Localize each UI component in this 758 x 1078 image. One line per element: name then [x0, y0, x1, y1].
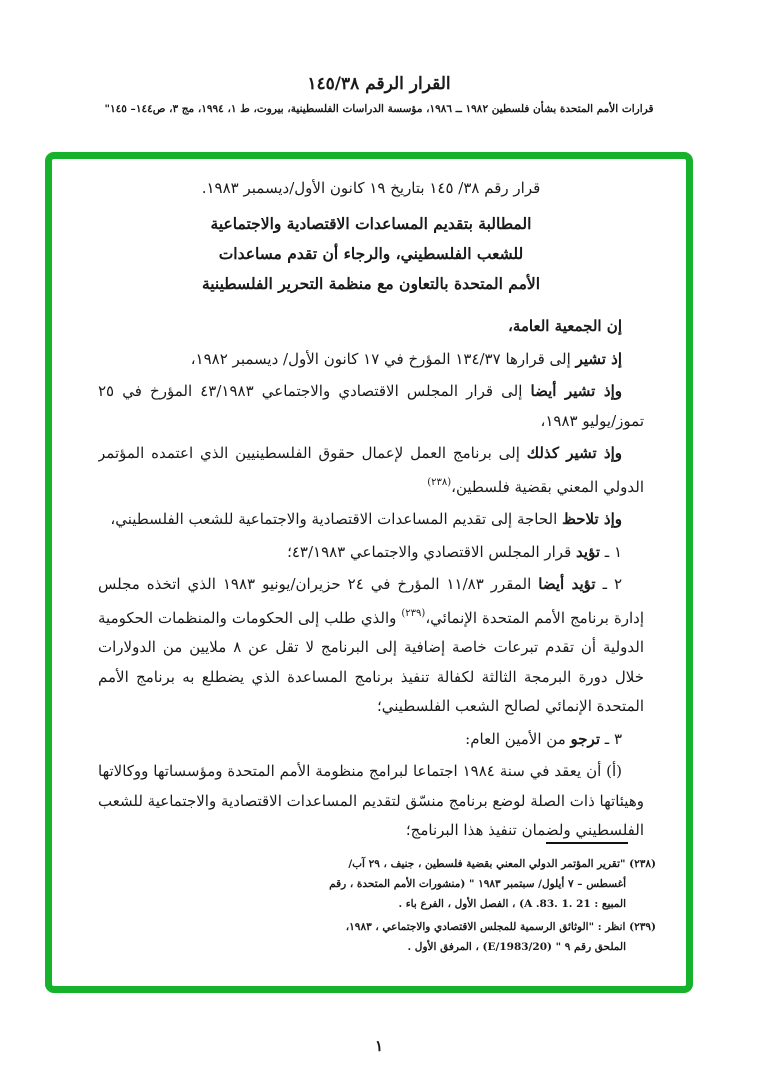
resolution-body [98, 177, 644, 842]
resolution-heading [98, 209, 644, 299]
paragraph-preamble-1: إن الجمعية العامة، [508, 317, 622, 335]
resolution-frame [45, 152, 693, 993]
paragraph-preamble-2: إذ تشير إلى قرارها ١٣٤/٣٧ المؤرخ في ١٧ كانون الأول/ ديسمبر ١٩٨٢، [190, 349, 622, 368]
footnotes-section [88, 842, 656, 960]
page-header [0, 74, 758, 115]
footnote-separator-rule [546, 842, 628, 844]
paragraph-operative-3a: (أ) أن يعقد في سنة ١٩٨٤ اجتماعا لبرامج منظومة الأمم المتحدة ومؤسساتها ووكالاتها وهيئاتها ذات الصلة لوضع برنامج منسّق لتقديم المساعدات الاقتصادية والاجتماعية للشعب الفلسطيني ولضمان تنفيذ هذا البرنامج؛ [98, 762, 644, 839]
footnote-marker: (٢٣٨) [629, 858, 656, 870]
heading-line: للشعب الفلسطيني، والرجاء أن تقدم مساعدات [218, 244, 524, 263]
paragraph-preamble-5: وإذ تلاحظ الحاجة إلى تقديم المساعدات الاقتصادية والاجتماعية للشعب الفلسطيني، [110, 510, 622, 528]
paragraph-preamble-4: وإذ تشير كذلك إلى برنامج العمل لإعمال حقوق الفلسطينيين الذي اعتمده المؤتمر الدولي المعني بقضية فلسطين،$^{(٢٣٨)}$ [98, 444, 644, 496]
footnote-reference-239: (٢٣٩) [401, 607, 426, 619]
page-number: ١ [374, 1037, 384, 1055]
paragraph-operative-3: ٣ ـ ترجو من الأمين العام: [465, 729, 622, 748]
heading-line: الأمم المتحدة بالتعاون مع منظمة التحرير الفلسطينية [201, 274, 541, 293]
resolution-intro-line: قرار رقم ٣٨/ ١٤٥ بتاريخ ١٩ كانون الأول/ديسمبر ١٩٨٣. [201, 179, 541, 197]
footnote-238: (٢٣٨) "تقرير المؤتمر الدولي المعني بقضية فلسطين ، جنيف ، ٢٩ آب/ أغسطس – ٧ أيلول/ سبتمبر ١٩٨٣ " (منشورات الأمم المتحدة ، رقم المبيع : A .83. 1. 21) ، الفصل الأول ، الفرع باء . [329, 858, 656, 910]
footnote-marker: (٢٣٩) [629, 921, 656, 933]
footnote-239: (٢٣٩) انظر : "الوثائق الرسمية للمجلس الاقتصادي والاجتماعي ، ١٩٨٣، الملحق رقم ٩ " (E/1983/20) ، المرفق الأول . [345, 921, 656, 953]
footnote-reference-238: (٢٣٨) [427, 476, 452, 488]
source-citation: قرارات الأمم المتحدة بشأن فلسطين ١٩٨٢ ــ ١٩٨٦، مؤسسة الدراسات الفلسطينية، بيروت، ط ١، ١٩٩٤، مج ٣، ص١٤٤– ١٤٥" [104, 103, 654, 115]
footnotes-list [318, 854, 656, 957]
paragraph-preamble-3: وإذ تشير أيضا إلى قرار المجلس الاقتصادي والاجتماعي ٤٣/١٩٨٣ المؤرخ في ٢٥ تموز/يوليو ١٩٨٣، [98, 382, 644, 430]
heading-line: المطالبة بتقديم المساعدات الاقتصادية والاجتماعية [210, 214, 532, 233]
paragraph-operative-1: ١ ـ تؤيد قرار المجلس الاقتصادي والاجتماعي ٤٣/١٩٨٣؛ [287, 542, 622, 561]
document-title: القرار الرقم ١٤٥/٣٨ [307, 74, 451, 94]
paragraph-operative-2: ٢ ـ تؤيد أيضا المقرر ١١/٨٣ المؤرخ في ٢٤ حزيران/يونيو ١٩٨٣ الذي اتخذه مجلس إدارة برنامج الأمم المتحدة الإنمائي،$^{(٢٣٩)}$ والذي طلب إلى الحكومات والمنظمات الحكومية الدولية أن تقدم تبرعات خاصة إضافية إلى البرنامج لا تقل عن ٨ ملايين من الدولارات خلال دورة البرمجة الثالثة لكفالة تنفيذ برنامج المساعدة الذي يضطلع به برنامج الأمم المتحدة الإنمائي لصالح الشعب الفلسطيني؛ [98, 575, 644, 715]
